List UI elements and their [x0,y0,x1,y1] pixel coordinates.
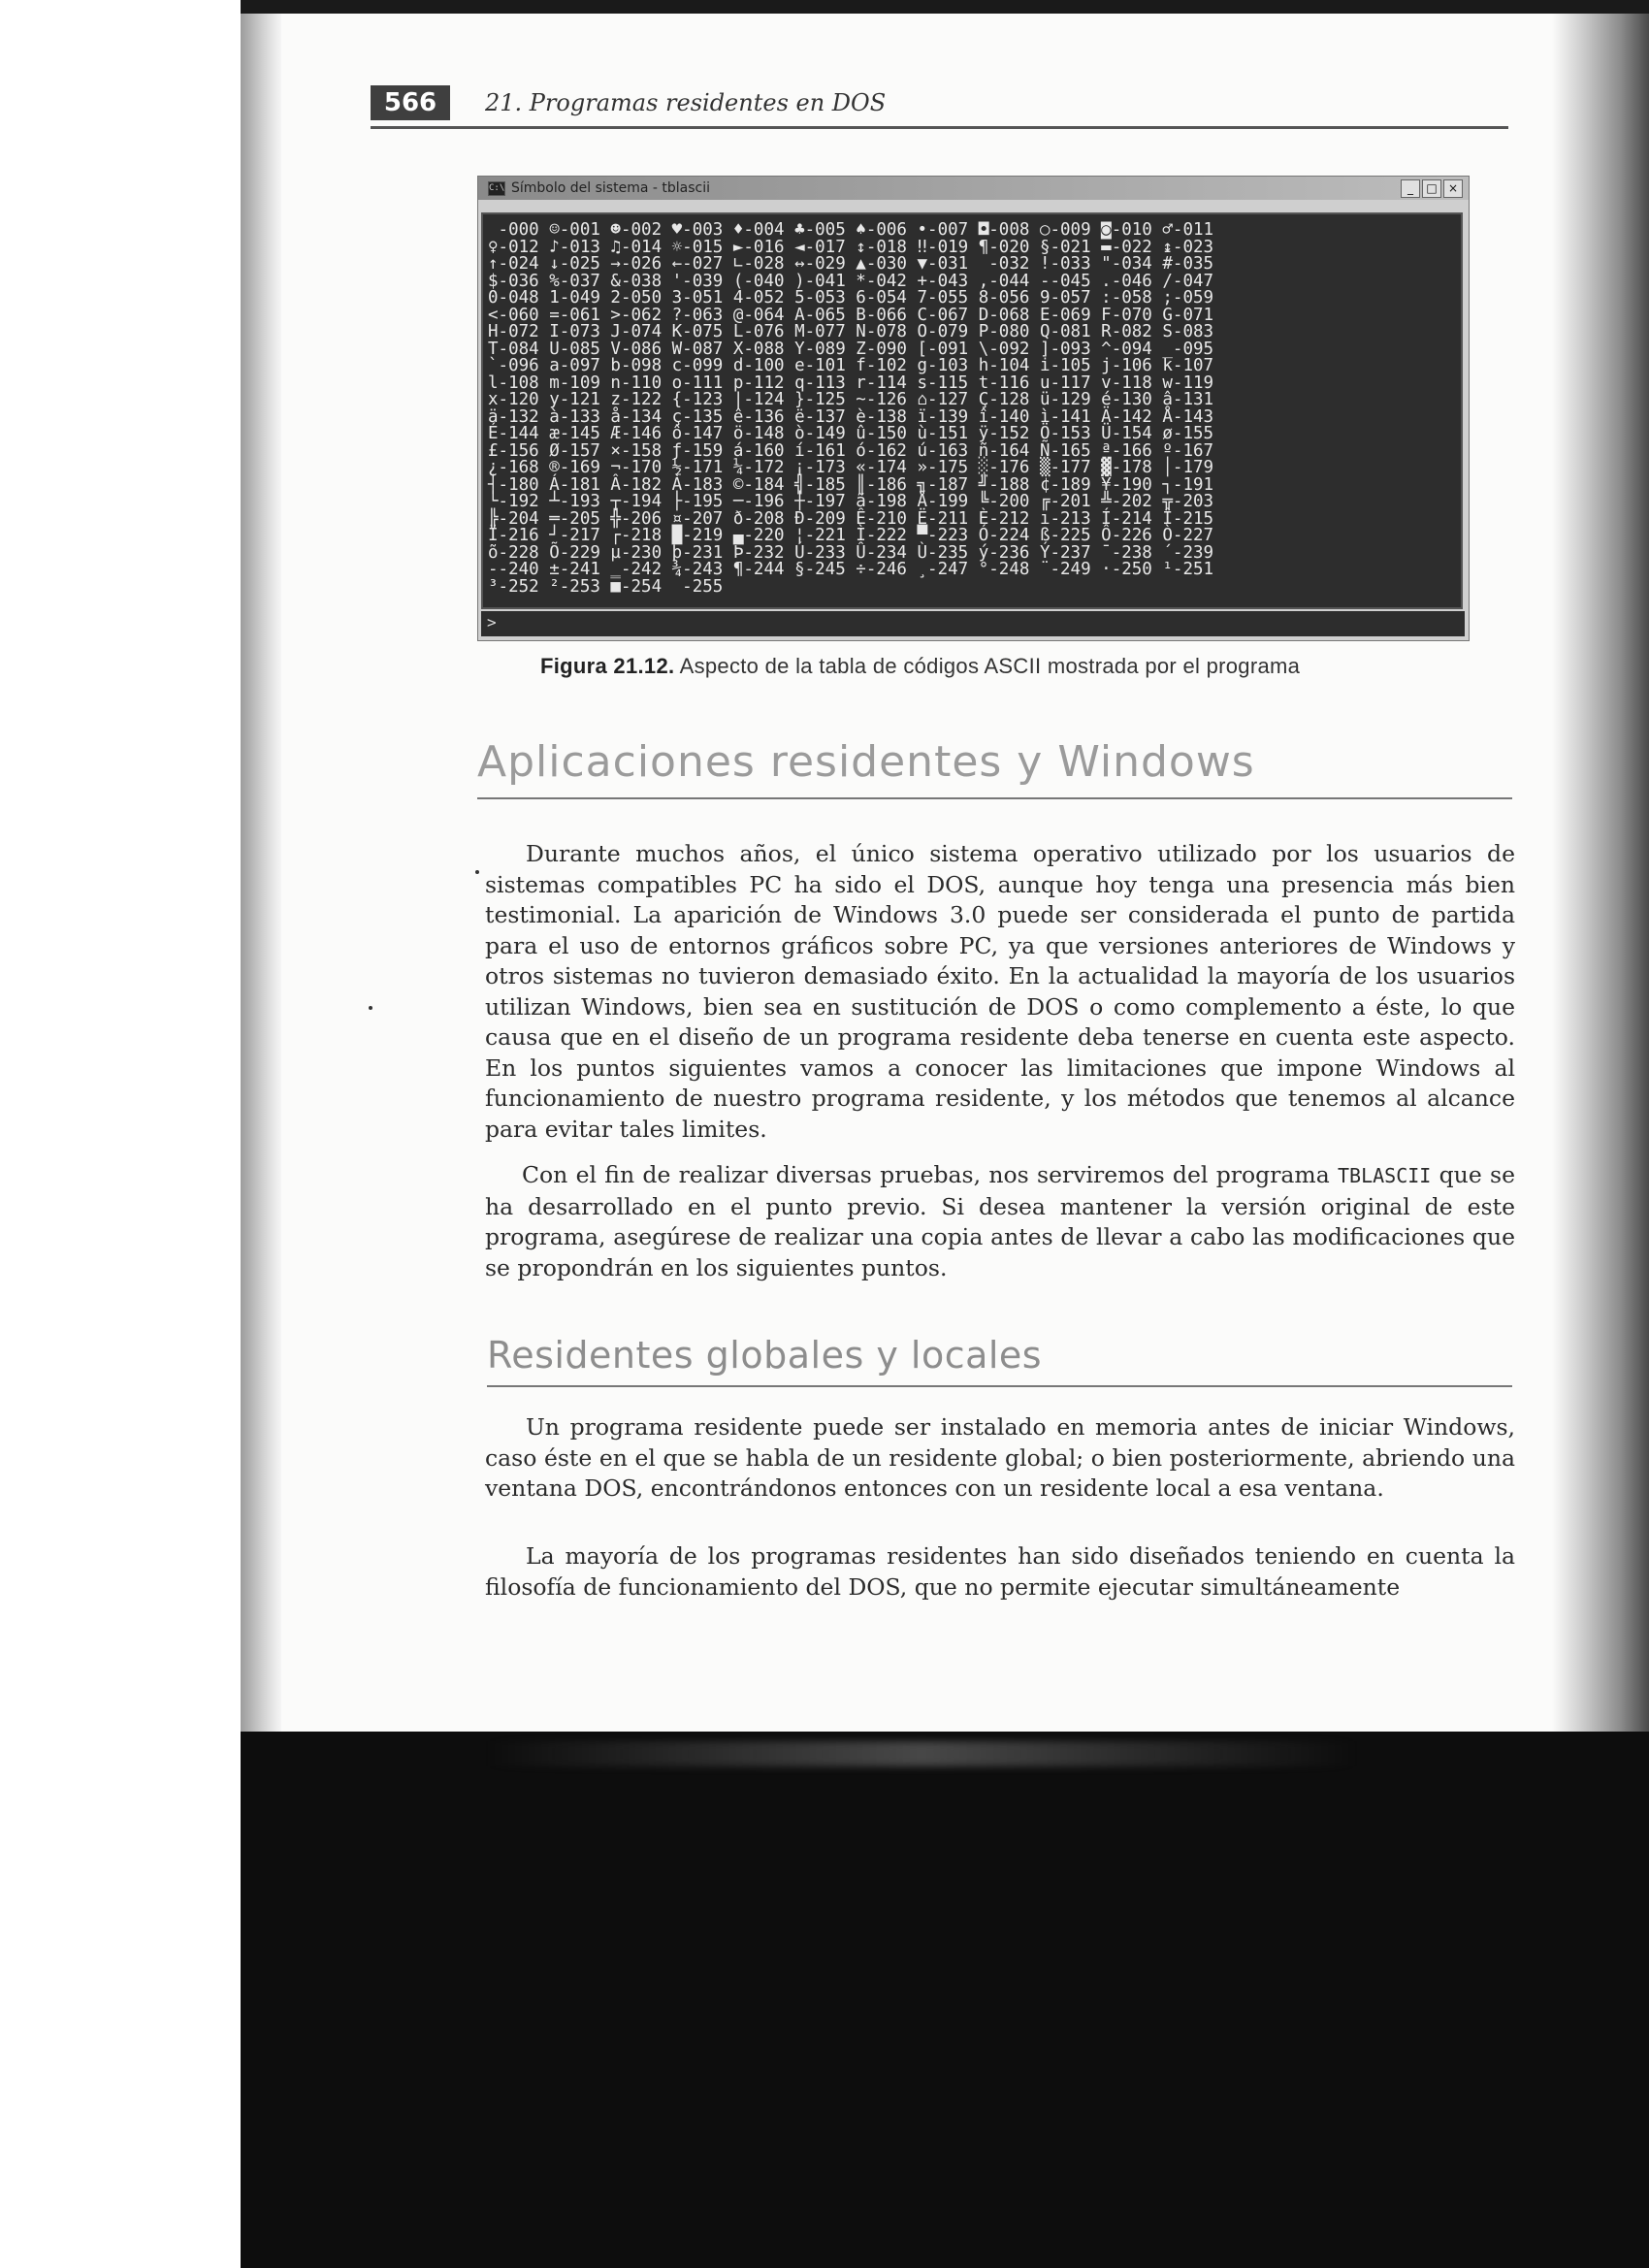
ascii-table-output [481,212,1463,609]
minimize-button: _ [1401,179,1420,198]
ascii-table-row: <-060 =-061 >-062 ?-063 @-064 A-065 B-066 C-067 D-068 E-069 F-070 G-071 [488,305,1214,325]
ascii-table-row: ↑-024 ↓-025 →-026 ←-027 ∟-028 ↔-029 ▲-030 ▼-031 -032 !-033 "-034 #-035 [488,254,1214,274]
ascii-table-row: $-036 %-037 &-038 '-039 (-040 )-041 *-042 +-043 ,-044 --045 .-046 /-047 [488,271,1214,291]
ascii-table-row: `-096 a-097 b-098 c-099 d-100 e-101 f-102 g-103 h-104 i-105 j-106 k-107 [488,356,1214,375]
paragraph: La mayoría de los programas residentes han sido diseñados teniendo en cuenta la filosofía de funcionamiento del DOS, que no permite ejecutar simultáneamente [485,1542,1515,1601]
section-heading-rule [487,1385,1512,1387]
ascii-table-row: ╠-204 ═-205 ╬-206 ¤-207 ð-208 Ð-209 Ê-210 Ë-211 È-212 ı-213 Í-214 Î-215 [488,508,1214,529]
section-heading-rule [477,797,1512,799]
close-button: × [1443,179,1463,198]
paragraph [485,1160,1515,1283]
paragraph-text: que se ha desarrollado en el punto previo. Si desea mantener la versión original de este programa, asegúrese de realizar una copia antes de llevar a cabo las modificaciones que se propondrán en los siguientes puntos. [485,1161,1515,1281]
section-heading-aplicaciones: Aplicaciones residentes y Windows [477,737,1255,787]
ascii-table-row: õ-228 Õ-229 µ-230 þ-231 Þ-232 Ú-233 Û-234 Ù-235 ý-236 Ý-237 ¯-238 ´-239 [488,542,1214,563]
scan-speck [475,870,479,874]
scan-top-edge [241,0,1649,14]
ascii-table-row: ³-252 ²-253 ■-254 -255 [488,576,724,597]
ascii-table-row: x-120 y-121 z-122 {-123 |-124 }-125 ~-126 ⌂-127 Ç-128 ü-129 é-130 â-131 [488,390,1214,409]
ascii-table-row: £-156 Ø-157 ×-158 ƒ-159 á-160 í-161 ó-162 ú-163 ñ-164 Ñ-165 ª-166 º-167 [488,440,1214,461]
ascii-table-row: T-084 U-085 V-086 W-087 X-088 Y-089 Z-090 [-091 \-092 ]-093 ^-094 _-095 [488,339,1214,359]
ascii-table-row: ┤-180 Á-181 Â-182 À-183 ©-184 ╣-185 ║-186 ╗-187 ╝-188 ¢-189 ¥-190 ┐-191 [488,474,1214,495]
paragraph: Un programa residente puede ser instalado en memoria antes de iniciar Windows, caso éste en el que se habla de un residente global; o bien posteriormente, abriendo una ventana DOS, encontrándonos entonces con un residente local a esa ventana. [485,1413,1515,1502]
paragraph: Durante muchos años, el único sistema operativo utilizado por los usuarios de sistemas compatibles PC ha sido el DOS, aunque hoy tenga una presencia más bien testimonial. La aparición de Windows 3.0 puede ser considerada el punto de partida para el uso de entornos gráficos sobre PC, ya que versiones anteriores de Windows y otros sistemas no tuvieron demasiado éxito. En la actualidad la mayoría de los usuarios utilizan Windows, bien sea en sustitución de DOS o como complemento a éste, lo que causa que en el diseño de un programa residente deba tenerse en cuenta este aspecto. En los puntos siguientes vamos a conocer las limitaciones que impone Windows al funcionamiento de nuestro programa residente, y los métodos que tenemos al alcance para evitar tales limites. [485,840,1515,1143]
figure-caption-text: Aspecto de la tabla de códigos ASCII mostrada por el programa [679,654,1301,678]
ascii-table-row: ¿-168 ®-169 ¬-170 ½-171 ¼-172 ¡-173 «-174 »-175 ░-176 ▒-177 ▓-178 │-179 [488,458,1214,477]
scan-margin-left [0,0,241,1736]
figure-label: Figura 21.12. [540,654,675,678]
ascii-table-row: ♀-012 ♪-013 ♫-014 ☼-015 ►-016 ◄-017 ↕-018 ‼-019 ¶-020 §-021 ▬-022 ↨-023 [488,237,1214,257]
scanner-background [241,1732,1649,2268]
maximize-button: □ [1422,179,1441,198]
page-curl-shadow [1552,0,1649,1736]
scanner-light-streak [485,1741,1358,1766]
ascii-table-row: -000 ☺-001 ☻-002 ♥-003 ♦-004 ♣-005 ♠-006 •-007 ◘-008 ○-009 ◙-010 ♂-011 [488,220,1214,240]
command-prompt: > [487,613,497,632]
scan-speck [369,1006,372,1010]
paragraph-text: Con el fin de realizar diversas pruebas, nos serviremos del programa [522,1161,1339,1188]
command-line [481,611,1465,636]
ascii-table-row: É-144 æ-145 Æ-146 ô-147 ö-148 ò-149 û-150 ù-151 ÿ-152 Ö-153 Ü-154 ø-155 [488,424,1214,443]
header-rule [371,126,1508,129]
section-heading-residentes: Residentes globales y locales [487,1334,1043,1377]
ascii-table-row: ä-132 à-133 å-134 ç-135 ê-136 ë-137 è-138 ï-139 î-140 ì-141 Ä-142 Å-143 [488,406,1214,427]
console-window-figure [477,176,1470,641]
window-controls [1401,179,1463,198]
running-title: 21. Programas residentes en DOS [485,89,887,116]
book-spine-shadow [241,0,281,1736]
window-title: Símbolo del sistema - tblascii [511,180,710,196]
page-number: 566 [371,85,450,120]
scan-margin-bottom [0,1736,241,2268]
ascii-table-row: └-192 ┴-193 ┬-194 ├-195 ─-196 ┼-197 ã-198 Ã-199 ╚-200 ╔-201 ╩-202 ╦-203 [488,492,1214,511]
ascii-table-row: Ï-216 ┘-217 ┌-218 █-219 ▄-220 ¦-221 Ì-222 ▀-223 Ó-224 ß-225 Ô-226 Ò-227 [488,526,1214,545]
ascii-table-row: l-108 m-109 n-110 o-111 p-112 q-113 r-114 s-115 t-116 u-117 v-118 w-119 [488,373,1214,393]
ascii-table-row: 0-048 1-049 2-050 3-051 4-052 5-053 6-054 7-055 8-056 9-057 :-058 ;-059 [488,288,1214,308]
ascii-table-text [488,222,1213,596]
window-title-bar [478,177,1469,200]
console-icon: C:\ [488,181,505,196]
ascii-table-row: --240 ±-241 ‗-242 ¾-243 ¶-244 §-245 ÷-246 ¸-247 °-248 ¨-249 ·-250 ¹-251 [488,560,1214,579]
ascii-table-row: H-072 I-073 J-074 K-075 L-076 M-077 N-078 O-079 P-080 Q-081 R-082 S-083 [488,322,1214,341]
figure-caption [540,654,1510,679]
program-name: TBLASCII [1338,1164,1432,1187]
